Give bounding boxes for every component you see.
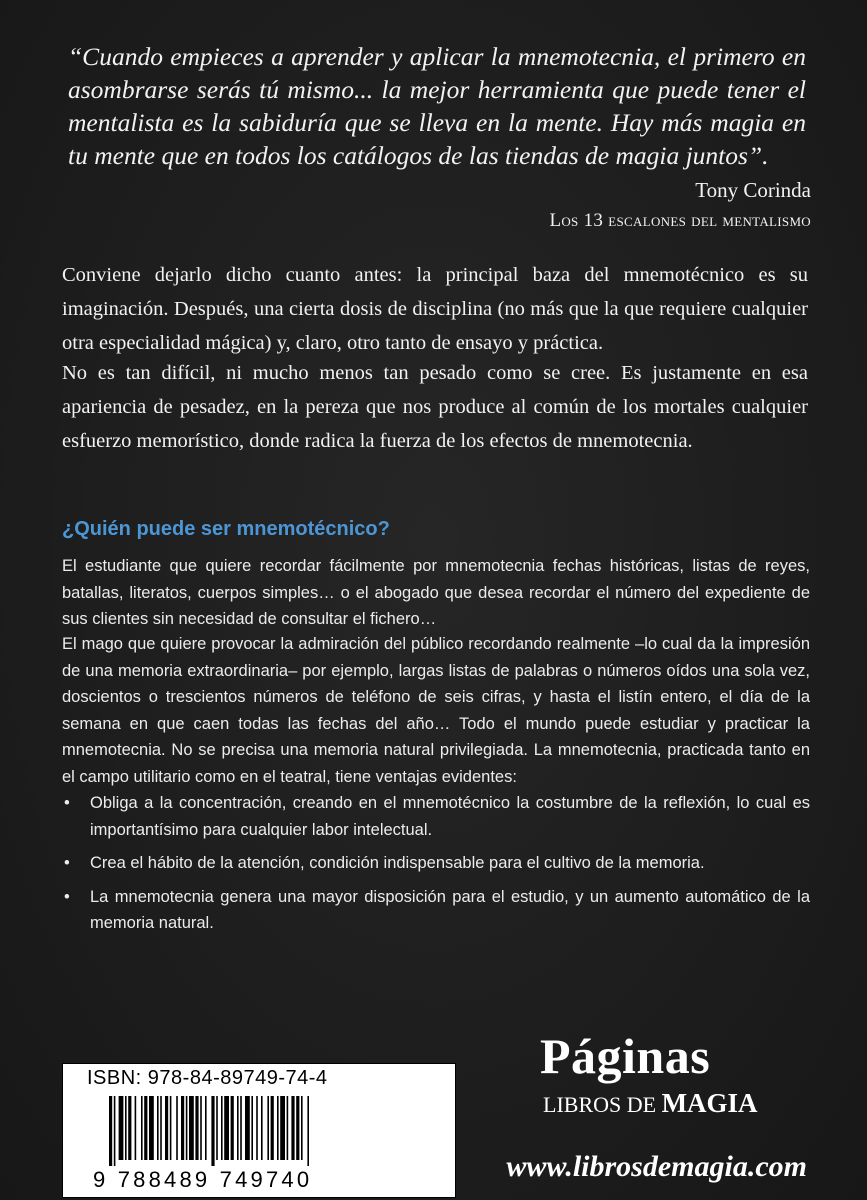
section-paragraph: El estudiante que quiere recordar fácilmente por mnemotecnia fechas históricas, listas de reyes, batallas, literatos, cuerpos simples… o el abogado que desea recordar el número del expediente de sus clientes sin necesidad de consultar el fichero… [62,557,810,628]
list-item-text: La mnemotecnia genera una mayor disposición para el estudio, y un aumento automático de la memoria natural. [90,887,810,932]
list-item-text: Obliga a la concentración, creando en el mnemotécnico la costumbre de la reflexión, lo cual es importantísimo para cualquier labor intelectual. [90,794,810,839]
bullet-icon: • [64,794,70,812]
quote-source: Los 13 escalones del mentalismo [549,210,811,231]
intro-paragraph: No es tan difícil, ni mucho menos tan pesado como se cree. Es justamente en esa apariencia de pesadez, en la pereza que nos produce al común de los mortales cualquier esfuerzo memorístico, donde radica la fuerza de los efectos de mnemotecnia. [62,362,808,452]
barcode-digits: 9 788489 749740 [93,1167,313,1192]
list-item [62,884,810,937]
advantages-list [62,790,810,944]
bullet-icon: • [64,854,70,872]
list-item [62,790,810,843]
epigraph-quote: “Cuando empieces a aprender y aplicar la mnemotecnia, el primero en asombrarse serás tú mismo... la mejor herramienta que puede tener el mentalista es la sabiduría que se lleva en la mente. Hay más magia en tu mente que en todos los catálogos de las tiendas de magia juntos”. [68,42,806,170]
barcode-panel [62,1063,456,1198]
publisher-subtitle-emph: MAGIA [661,1088,758,1118]
section-title: ¿Quién puede ser mnemotécnico? [62,518,390,540]
publisher-website: www.librosdemagia.com [506,1150,807,1183]
isbn-label: ISBN: 978-84-89749-74-4 [87,1067,328,1089]
list-item [62,850,810,877]
barcode-icon [109,1096,409,1166]
publisher-subtitle-prefix: LIBROS DE [543,1092,662,1117]
bullet-icon: • [64,887,70,906]
quote-author: Tony Corinda [695,178,811,202]
intro-paragraph: Conviene dejarlo dicho cuanto antes: la principal baza del mnemotécnico es su imaginación. Después, una cierta dosis de disciplina (no más que la que requiere cualquier otra especialidad mágica) y, claro, otro tanto de ensayo y práctica. [62,264,808,354]
section-paragraph: El mago que quiere provocar la admiración del público recordando realmente –lo cual da la impresión de una memoria extraordinaria– por ejemplo, largas listas de palabras o números oídos una sola vez, doscientos o trescientos números de teléfono de seis cifras, y hasta el listín entero, el día de la semana en que caen todas las fechas del año… Todo el mundo puede estudiar y practicar la mnemotecnia. No se precisa una memoria natural privilegiada. La mnemotecnia, practicada tanto en el campo utilitario como en el teatral, tiene ventajas evidentes: [62,635,810,786]
publisher-logo: Páginas [540,1028,711,1084]
list-item-text: Crea el hábito de la atención, condición indispensable para el cultivo de la memoria. [90,854,705,872]
publisher-subtitle [543,1090,758,1118]
